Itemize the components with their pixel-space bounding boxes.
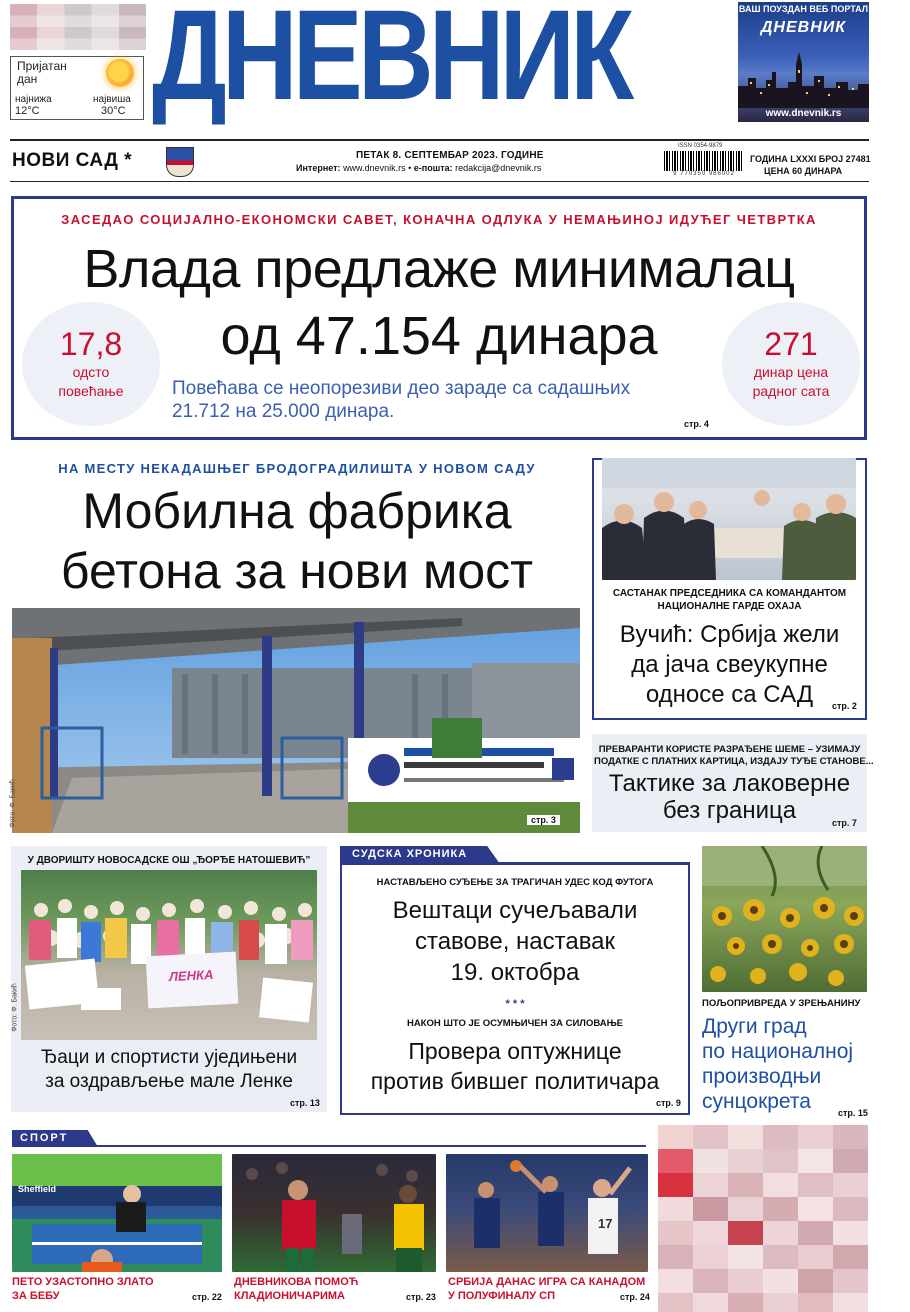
factory-page[interactable]: стр. 3 <box>527 815 560 825</box>
sport-2-line-1[interactable]: ДНЕВНИКОВА ПОМОЋ <box>234 1276 359 1288</box>
sport-photo-1[interactable] <box>12 1154 222 1272</box>
sunflower-page[interactable]: стр. 15 <box>838 1108 868 1118</box>
weather-high-value: 30°C <box>101 105 126 117</box>
contact-sep: • <box>408 163 414 173</box>
lead-left-text-2: повећање <box>58 383 124 399</box>
email-link[interactable]: redakcija@dnevnik.rs <box>455 163 542 173</box>
school-page[interactable]: стр. 13 <box>290 1098 320 1108</box>
vucic-photo-image <box>602 458 856 580</box>
city-label: НОВИ САД * <box>12 150 133 171</box>
sport-photo-3-image <box>446 1154 648 1272</box>
sport-3-page[interactable]: стр. 24 <box>620 1292 650 1302</box>
lead-headline-2[interactable]: од 47.154 динара <box>220 306 658 366</box>
sport-2-page[interactable]: стр. 23 <box>406 1292 436 1302</box>
sport-rule <box>12 1145 646 1147</box>
sport-3-shirt-number: 17 <box>598 1216 613 1231</box>
school-headline-1[interactable]: Ђаци и спортисти уједињени <box>40 1047 298 1068</box>
sunflower-headline-3[interactable]: производњи <box>702 1065 822 1088</box>
sunflower-headline-2[interactable]: по националној <box>702 1040 854 1063</box>
vucic-kicker-1: САСТАНАК ПРЕДСЕДНИКА СА КОМАНДАНТОМ <box>612 588 847 599</box>
school-kicker: У ДВОРИШТУ НОВОСАДСКЕ ОШ „ЂОРЂЕ НАТОШЕВИЋ” <box>27 855 311 866</box>
infobar-top-rule <box>10 139 869 141</box>
sunflower-headline-1[interactable]: Други град <box>702 1015 807 1038</box>
vucic-headline-3[interactable]: односе са САД <box>645 681 814 708</box>
scams-kicker-1: ПРЕВАРАНТИ КОРИСТЕ РАЗРАЂЕНЕ ШЕМЕ – УЗИМАЈУ <box>598 744 861 755</box>
weather-high-label: највиша <box>93 94 131 105</box>
lead-right-text-2: радног сата <box>752 383 830 399</box>
lead-page[interactable]: стр. 4 <box>684 419 709 429</box>
crime-page[interactable]: стр. 9 <box>656 1098 681 1108</box>
bottom-right-ad-image <box>658 1125 868 1312</box>
barcode-digits: 9 770350 986002 <box>673 171 735 177</box>
price: ЦЕНА 60 ДИНАРА <box>764 166 843 176</box>
vucic-headline-1[interactable]: Вучић: Србија жели <box>619 621 840 648</box>
portal-ad[interactable] <box>738 2 869 122</box>
sport-photo-2-image <box>232 1154 436 1272</box>
lead-headline-1[interactable]: Влада предлаже минималац <box>83 239 795 299</box>
sunflower-kicker: ПОЉОПРИВРЕДА У ЗРЕЊАНИНУ <box>702 998 861 1009</box>
school-photo-credit: Фото: Ф. Бакић <box>11 983 19 1032</box>
lead-subhead-2: 21.712 на 25.000 динара. <box>172 401 395 422</box>
school-sign-text: ЛЕНКА <box>168 966 214 985</box>
sport-1-page[interactable]: стр. 22 <box>192 1292 222 1302</box>
city-crest-icon <box>166 147 194 177</box>
crime-tag-label: СУДСКА ХРОНИКА <box>352 848 468 860</box>
masthead-title[interactable]: ДНЕВНИК <box>152 0 630 127</box>
scams-headline-1[interactable]: Тактике за лаковерне <box>608 770 851 797</box>
infobar-bottom-rule <box>10 181 869 182</box>
scams-kicker-2: ПОДАТКЕ С ПЛАТНИХ КАРТИЦА, ИЗДАЈУ ТУЂЕ СТАНОВЕ... <box>594 756 874 767</box>
internet-label: Интернет: <box>296 163 341 173</box>
top-left-ad[interactable] <box>10 4 146 50</box>
sport-2-line-2[interactable]: КЛАДИОНИЧАРИМА <box>234 1290 345 1302</box>
vucic-page[interactable]: стр. 2 <box>832 701 857 711</box>
weather-low-label: најнижа <box>15 94 52 105</box>
crime-headline-1a[interactable]: Вештаци сучељавали <box>392 897 638 924</box>
factory-kicker: НА МЕСТУ НЕКАДАШЊЕГ БРОДОГРАДИЛИШТА У НОВОМ САДУ <box>58 461 536 476</box>
issue-date: ПЕТАК 8. СЕПТЕМБАР 2023. ГОДИНЕ <box>356 150 544 161</box>
factory-headline-1[interactable]: Мобилна фабрика <box>82 483 512 539</box>
sunflower-photo-image <box>702 846 867 992</box>
crime-headline-2a[interactable]: Провера оптужнице <box>408 1038 622 1064</box>
lead-right-text-1: динар цена <box>753 364 829 380</box>
crime-separator: * * * <box>505 998 525 1010</box>
lead-subhead-1: Повећава се неопорезиви део зараде са садашњих <box>172 378 631 399</box>
vucic-headline-2[interactable]: да јача свеукупне <box>631 651 828 678</box>
portal-ad-line: ВАШ ПОУЗДАН ВЕБ ПОРТАЛ <box>738 4 869 14</box>
factory-photo-image <box>12 608 580 833</box>
year-issue: ГОДИНА LXXXI БРОЈ 27481 <box>750 154 871 164</box>
crime-headline-1b[interactable]: ставове, наставак <box>414 928 616 955</box>
scams-headline-2[interactable]: без граница <box>662 797 797 824</box>
factory-headline-2[interactable]: бетона за нови мост <box>60 543 534 599</box>
sport-1-line-2[interactable]: ЗА БЕБУ <box>12 1290 60 1302</box>
portal-ad-url[interactable]: www.dnevnik.rs <box>765 108 842 119</box>
issn: ISSN 0354-9879 <box>678 143 723 149</box>
lead-kicker: ЗАСЕДАО СОЦИЈАЛНО-ЕКОНОМСКИ САВЕТ, КОНАЧНА ОДЛУКА У НЕМАЊИНОЈ ИДУЋЕГ ЧЕТВРТКА <box>61 212 817 227</box>
crime-headline-2b[interactable]: против бившег политичара <box>370 1068 660 1094</box>
sport-3-line-2[interactable]: У ПОЛУФИНАЛУ СП <box>448 1290 556 1302</box>
school-headline-2[interactable]: за оздрављење мале Ленке <box>45 1071 293 1092</box>
sport-1-line-1[interactable]: ПЕТО УЗАСТОПНО ЗЛАТО <box>12 1276 154 1288</box>
crime-kicker-2: НАКОН ШТО ЈЕ ОСУМЊИЧЕН ЗА СИЛОВАЊЕ <box>406 1018 624 1029</box>
vucic-kicker-2: НАЦИОНАЛНЕ ГАРДЕ ОХАЈА <box>657 601 802 612</box>
lead-left-text-1: одсто <box>72 364 110 380</box>
crime-headline-1c[interactable]: 19. октобра <box>450 959 580 986</box>
weather-box <box>10 56 144 120</box>
sport-photo-1-image <box>12 1154 222 1272</box>
school-photo <box>21 870 317 1040</box>
bottom-right-ad[interactable] <box>658 1125 868 1312</box>
sport-tag-label: СПОРТ <box>20 1132 69 1144</box>
sunflower-photo <box>702 846 867 992</box>
sunflower-headline-4[interactable]: сунцокрета <box>702 1090 811 1113</box>
vucic-photo <box>602 458 856 580</box>
sport-3-line-1[interactable]: СРБИЈА ДАНАС ИГРА СА КАНАДОМ <box>448 1276 646 1288</box>
weather-low-value: 12°C <box>15 105 40 117</box>
portal-ad-title: ДНЕВНИК <box>760 19 847 36</box>
sport-photo-3[interactable] <box>446 1154 648 1272</box>
scams-page[interactable]: стр. 7 <box>832 818 857 828</box>
sport-photo-2[interactable] <box>232 1154 436 1272</box>
barcode <box>664 151 744 171</box>
school-photo-image <box>21 870 317 1040</box>
skyline-image <box>738 42 869 108</box>
factory-photo-credit: Фото: Ф. Бакић <box>9 779 17 828</box>
crime-kicker-1: НАСТАВЉЕНО СУЂЕЊЕ ЗА ТРАГИЧАН УДЕС КОД ФУТОГА <box>376 877 654 888</box>
contact-line <box>296 163 541 173</box>
sun-icon <box>108 61 132 85</box>
factory-photo[interactable] <box>12 608 580 833</box>
lead-left-number: 17,8 <box>59 326 123 362</box>
internet-link[interactable]: www.dnevnik.rs <box>343 163 406 173</box>
lead-right-number: 271 <box>764 326 818 362</box>
weather-label: Пријатан дан <box>17 59 67 86</box>
email-label: е-пошта: <box>413 163 453 173</box>
sport-banner-text: Sheffield <box>18 1184 57 1194</box>
